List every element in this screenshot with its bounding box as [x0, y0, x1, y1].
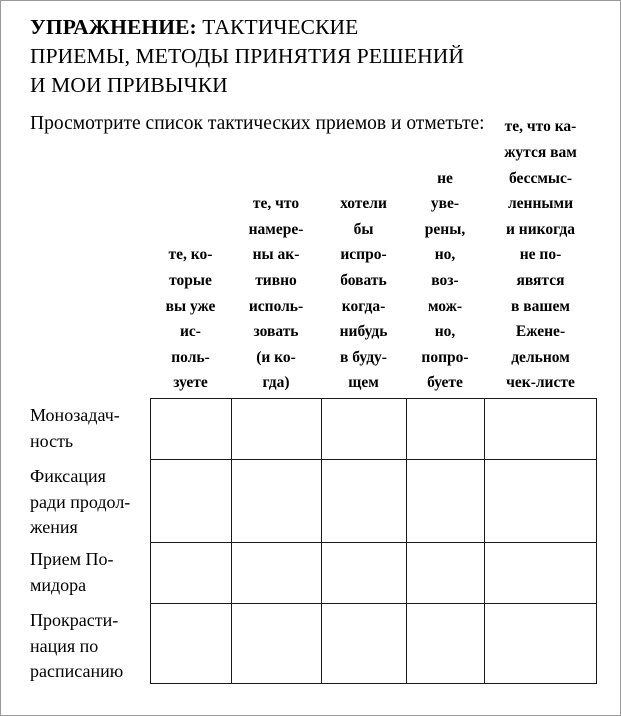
row-label-line: мидора [30, 574, 87, 595]
header-line: не по- [519, 246, 562, 264]
header-line: ис- [180, 323, 201, 341]
header-line: бессмыс- [508, 169, 573, 187]
header-line: мож- [427, 297, 463, 315]
header-line: в вашем [511, 297, 570, 315]
checkbox-cell[interactable] [322, 604, 407, 684]
row-label-line: ради продол- [30, 491, 131, 512]
column-header-pointless-never-in-checklist [484, 114, 597, 396]
checkbox-cell[interactable] [232, 460, 322, 543]
column-header-already-using [150, 242, 231, 396]
header-line: те, ко- [168, 246, 213, 264]
header-line: дельном [511, 348, 570, 366]
page-title [30, 13, 590, 100]
header-line: зовать [253, 323, 299, 341]
checkbox-cell[interactable] [322, 399, 407, 460]
checkbox-cell[interactable] [485, 399, 597, 460]
checkbox-cell[interactable] [407, 543, 485, 604]
header-line: поль- [171, 348, 210, 366]
page-content [1, 1, 620, 715]
intro-text: Просмотрите список тактических приемов и отметьте: [30, 113, 485, 134]
checkbox-cell[interactable] [151, 460, 232, 543]
checkbox-cell[interactable] [485, 604, 597, 684]
checkbox-cell[interactable] [407, 399, 485, 460]
row-label-line: нация по [30, 635, 99, 656]
header-line: но, [434, 323, 456, 341]
header-line: Ежене- [515, 323, 566, 341]
header-line: не [437, 169, 453, 187]
header-line: зуете [173, 374, 208, 392]
checkbox-grid [150, 398, 597, 684]
checkbox-cell[interactable] [232, 543, 322, 604]
checkbox-cell[interactable] [232, 604, 322, 684]
header-line: (и ко- [256, 348, 296, 366]
column-header-intend-to-use [231, 191, 321, 396]
header-line: в буду- [340, 348, 387, 366]
title-line [30, 42, 590, 71]
header-line: щем [348, 374, 379, 392]
header-line: чек-листе [506, 374, 575, 392]
header-line: бовать [340, 272, 387, 290]
checkbox-cell[interactable] [485, 460, 597, 543]
header-line: уве- [430, 195, 460, 213]
title-rest: ТАКТИЧЕСКИЕ [196, 15, 359, 39]
header-line: гда) [262, 374, 290, 392]
header-line: когда- [341, 297, 386, 315]
header-line: вы уже [165, 297, 216, 315]
header-line: явятся [516, 272, 565, 290]
checkbox-cell[interactable] [322, 460, 407, 543]
table-row [151, 460, 597, 543]
checkbox-cell[interactable] [485, 543, 597, 604]
header-line: бы [353, 220, 374, 238]
row-label-line: Прием По- [30, 549, 114, 569]
header-line: воз- [431, 272, 459, 290]
header-line: но, [434, 246, 456, 264]
row-label-fixation-for-continuation [30, 464, 152, 541]
row-label-line: ность [30, 430, 74, 451]
title-line [30, 13, 590, 42]
title-line [30, 71, 590, 100]
header-line: намере- [248, 220, 304, 238]
title-rest: ПРИЕМЫ, МЕТОДЫ ПРИНЯТИЯ РЕШЕНИЙ [30, 44, 464, 68]
checkbox-cell[interactable] [151, 543, 232, 604]
header-line: хотели [340, 195, 387, 213]
title-lead: УПРАЖНЕНИЕ: [30, 15, 197, 39]
header-line: и никогда [505, 220, 575, 238]
table-row [151, 604, 597, 684]
row-label-line: Прокрасти- [30, 610, 119, 630]
row-label-pomodoro-technique [30, 547, 152, 598]
header-line: попро- [421, 348, 469, 366]
checkbox-cell[interactable] [232, 399, 322, 460]
title-rest: И МОИ ПРИВЫЧКИ [30, 73, 228, 97]
header-line: нибудь [339, 323, 388, 341]
row-label-line: Фиксация [30, 466, 106, 486]
header-line: тивно [255, 272, 297, 290]
header-line: буете [427, 374, 463, 392]
row-label-line: жения [30, 517, 78, 537]
checkbox-cell[interactable] [322, 543, 407, 604]
header-line: те, что [252, 195, 300, 213]
table-row [151, 543, 597, 604]
checkbox-cell[interactable] [407, 604, 485, 684]
column-header-would-like-to-try [321, 191, 406, 396]
row-label-line: расписанию [30, 661, 124, 681]
header-line: испро- [340, 246, 387, 264]
table-row [151, 399, 597, 460]
row-label-line: Монозадач- [30, 405, 120, 425]
row-label-scheduled-procrastination [30, 608, 152, 685]
header-line: ленными [507, 195, 574, 213]
checkbox-cell[interactable] [407, 460, 485, 543]
header-line: ны ак- [252, 246, 300, 264]
checkbox-cell[interactable] [151, 399, 232, 460]
checkbox-cell[interactable] [151, 604, 232, 684]
row-label-monotasking [30, 403, 152, 454]
header-line: те, что ка- [504, 118, 577, 136]
header-line: рены, [424, 220, 466, 238]
header-line: исполь- [248, 297, 304, 315]
header-line: торые [169, 272, 212, 290]
column-header-not-sure-might-try [406, 166, 484, 396]
header-line: жутся вам [504, 144, 577, 162]
